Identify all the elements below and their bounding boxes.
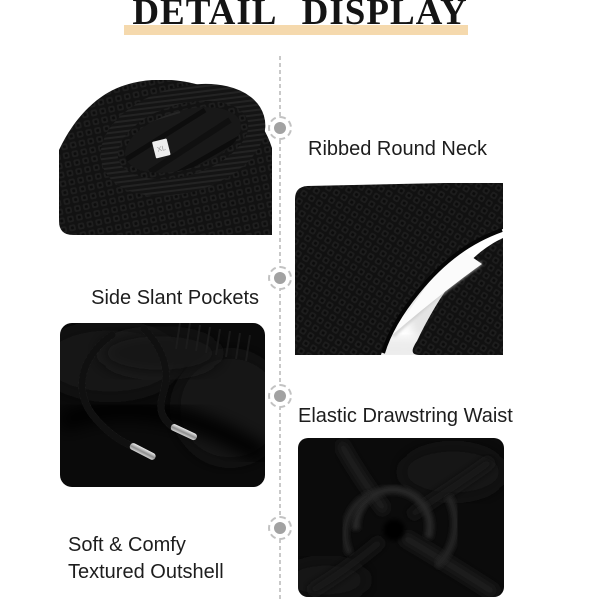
feature-label-line: Side Slant Pockets xyxy=(91,287,259,309)
size-tag-text: XL xyxy=(156,144,167,154)
sweatshirt-neck-illustration xyxy=(55,80,272,235)
dot-icon xyxy=(274,272,286,284)
connector-dot-icon xyxy=(268,266,292,290)
photo-fabric-texture xyxy=(298,438,504,597)
dot-icon xyxy=(274,390,286,402)
feature-label-side-slant-pockets xyxy=(91,285,259,312)
feature-label-ribbed-round-neck xyxy=(308,136,487,163)
page-title: DETAIL DISPLAY xyxy=(132,0,468,33)
feature-label-line: Elastic Drawstring Waist xyxy=(298,405,513,427)
dot-icon xyxy=(274,522,286,534)
connector-dot-icon xyxy=(268,116,292,140)
photo-side-slant-pocket xyxy=(295,183,503,355)
fabric-swirl-illustration xyxy=(298,438,504,597)
feature-label-line: Soft & Comfy xyxy=(68,534,186,556)
photo-sweatshirt-ribbed-neck xyxy=(55,80,272,235)
feature-label-soft-comfy-outshell xyxy=(68,532,224,586)
photo-drawstring-waist xyxy=(60,323,265,487)
pocket-illustration xyxy=(295,183,503,355)
feature-label-line: Ribbed Round Neck xyxy=(308,138,487,160)
drawstring-illustration xyxy=(60,323,265,487)
connector-dot-icon xyxy=(268,384,292,408)
dot-icon xyxy=(274,122,286,134)
feature-label-elastic-drawstring-waist xyxy=(298,403,513,430)
feature-label-line: Textured Outshell xyxy=(68,561,224,583)
connector-dot-icon xyxy=(268,516,292,540)
